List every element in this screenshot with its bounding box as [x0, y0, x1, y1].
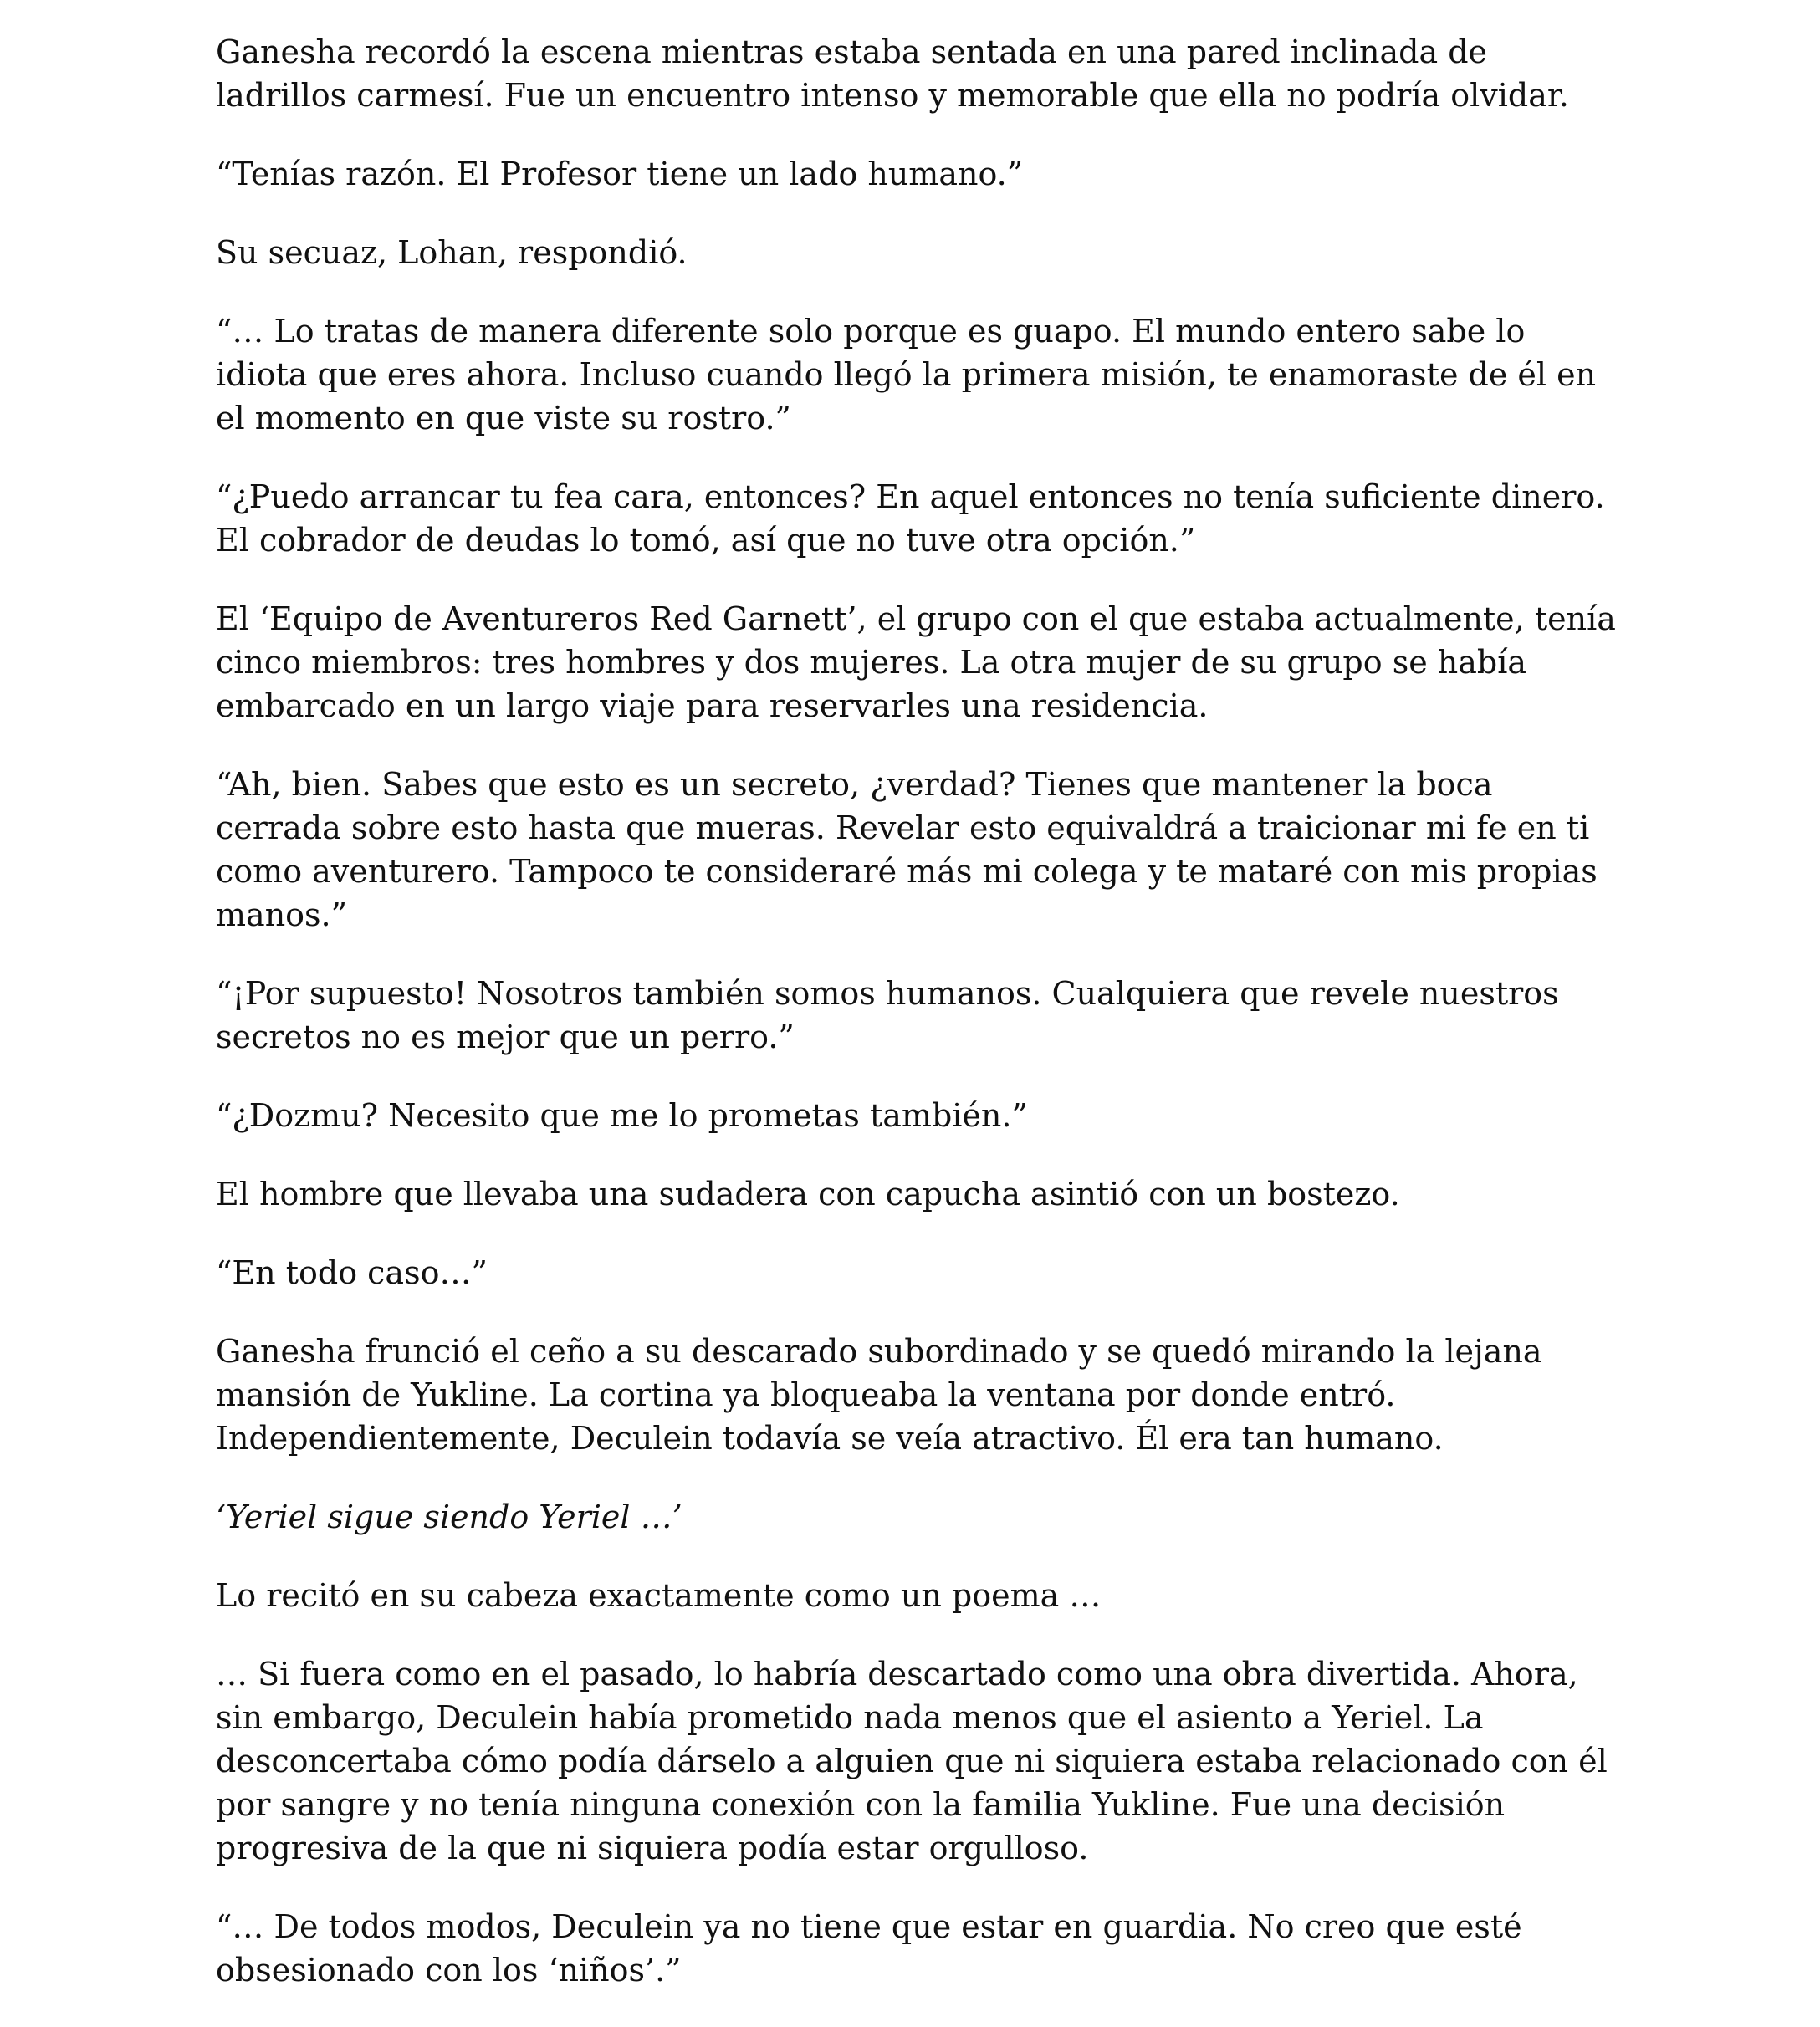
paragraph: “¿Dozmu? Necesito que me lo prometas también.” [216, 1097, 1028, 1134]
paragraph: Su secuaz, Lohan, respondió. [216, 234, 688, 271]
paragraph: “Tenías razón. El Profesor tiene un lado humano.” [216, 156, 1024, 192]
paragraph: El ‘Equipo de Aventureros Red Garnett’, el grupo con el que estaba actualmente, tenía cinco miembros: tres hombres y dos mujeres. La otra mujer de su grupo se había embarcado en un largo viaje para reservarles una residencia. [216, 600, 1616, 724]
italic-thought-paragraph: ‘Yeriel sigue siendo Yeriel …’ [216, 1499, 682, 1535]
paragraph: Ganesha frunció el ceño a su descarado subordinado y se quedó mirando la lejana mansión de Yukline. La cortina ya bloqueaba la ventana por donde entró. Independientemente, Deculein todavía se veía atractivo. Él era tan humano. [216, 1333, 1542, 1457]
paragraph: “¿Puedo arrancar tu fea cara, entonces? En aquel entonces no tenía suficiente dinero. El cobrador de deudas lo tomó, así que no tuve otra opción.” [216, 478, 1605, 559]
paragraph: “… De todos modos, Deculein ya no tiene que estar en guardia. No creo que esté obsesionado con los ‘niños’.” [216, 1908, 1522, 1989]
paragraph: “¡Por supuesto! Nosotros también somos humanos. Cualquiera que revele nuestros secretos no es mejor que un perro.” [216, 975, 1559, 1055]
paragraph: Lo recitó en su cabeza exactamente como un poema … [216, 1577, 1102, 1614]
paragraph: “En todo caso…” [216, 1254, 488, 1291]
document-page [216, 30, 1621, 2027]
paragraph: … Si fuera como en el pasado, lo habría descartado como una obra divertida. Ahora, sin embargo, Deculein había prometido nada menos que el asiento a Yeriel. La desconcertaba cómo podía dárselo a alguien que ni siquiera estaba relacionado con él por sangre y no tenía ninguna conexión con la familia Yukline. Fue una decisión progresiva de la que ni siquiera podía estar orgulloso. [216, 1656, 1608, 1866]
paragraph: Ganesha recordó la escena mientras estaba sentada en una pared inclinada de ladrillos carmesí. Fue un encuentro intenso y memorable que ella no podría olvidar. [216, 33, 1569, 114]
paragraph: El hombre que llevaba una sudadera con capucha asintió con un bostezo. [216, 1176, 1400, 1213]
paragraph: “… Lo tratas de manera diferente solo porque es guapo. El mundo entero sabe lo idiota que eres ahora. Incluso cuando llegó la primera misión, te enamoraste de él en el momento en que viste su rostro.” [216, 313, 1597, 437]
paragraph: “Ah, bien. Sabes que esto es un secreto, ¿verdad? Tienes que mantener la boca cerrada sobre esto hasta que mueras. Revelar esto equivaldrá a traicionar mi fe en ti como aventurero. Tampoco te consideraré más mi colega y te mataré con mis propias manos.” [216, 766, 1598, 933]
